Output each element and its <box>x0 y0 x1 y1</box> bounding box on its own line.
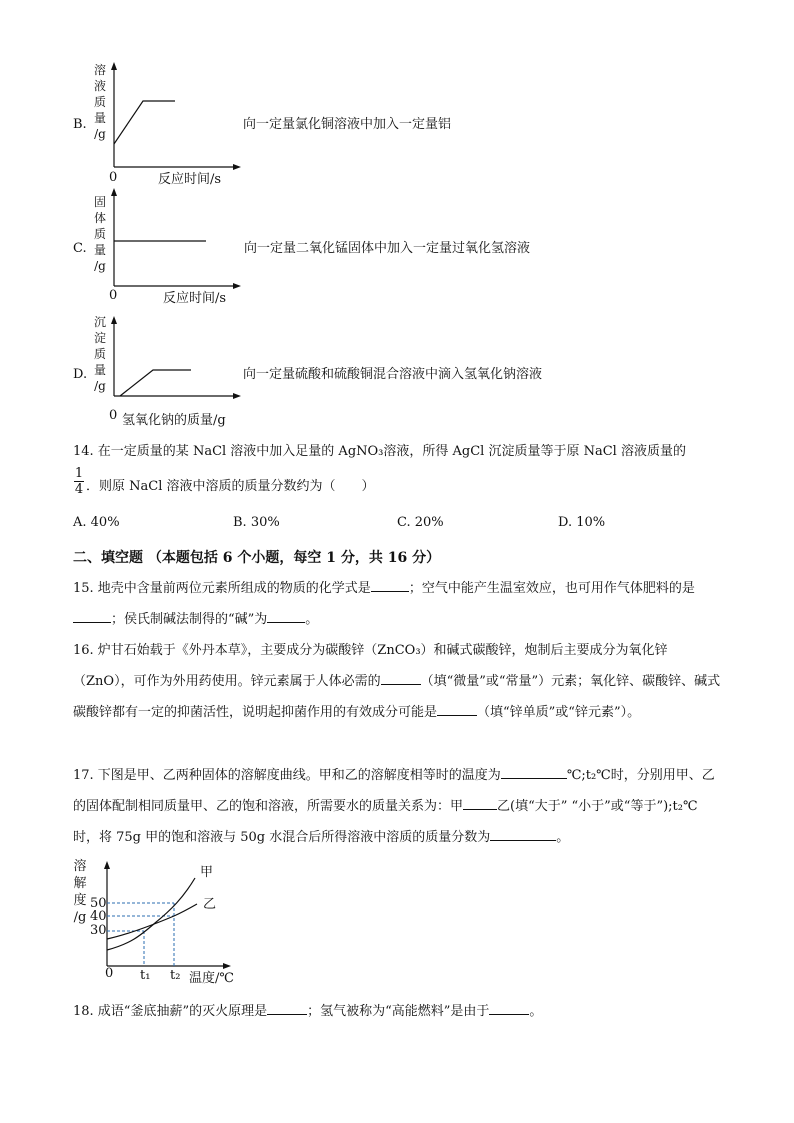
y-label-char: /g <box>94 379 106 393</box>
y-label-char: 溶 <box>93 63 106 77</box>
answer-blank[interactable] <box>73 610 111 623</box>
y-label-char: 固 <box>93 195 106 209</box>
y-tick-50: 50 <box>90 896 107 911</box>
graph-b-origin: 0 <box>109 170 118 185</box>
q17-text-3: 乙(填“大于” “小于”或“等于”);t₂℃时，将 75g 甲的饱和溶液与 50g 水混合后所得溶液中溶质的质量分数为 <box>73 799 698 845</box>
x-axis-arrow <box>233 393 241 399</box>
graph-b-plot <box>105 60 245 180</box>
answer-blank[interactable] <box>371 579 409 592</box>
x-tick-t2: t₂ <box>170 968 181 983</box>
answer-blank[interactable] <box>489 1002 529 1015</box>
solubility-origin: 0 <box>105 966 114 981</box>
curve-label-jia: 甲 <box>200 865 214 880</box>
q18-text-1: 18. 成语“釜底抽薪”的灭火原理是 <box>73 1004 268 1019</box>
y-axis-arrow <box>111 62 117 70</box>
q14-stem-line1: 14. 在一定质量的某 NaCl 溶液中加入足量的 AgNO₃溶液，所得 AgCl 沉淀质量等于原 NaCl 溶液质量的 <box>73 444 686 459</box>
curve-label-yi: 乙 <box>203 897 217 912</box>
y-tick-30: 30 <box>90 923 107 938</box>
option-letter-b: B. <box>73 117 87 132</box>
graph-line <box>114 101 175 144</box>
answer-blank[interactable] <box>501 766 567 779</box>
y-axis-arrow <box>111 316 117 324</box>
y-label-char: /g <box>94 127 106 141</box>
graph-d-origin: 0 <box>109 408 118 423</box>
q15-text-2: ；空气中能产生温室效应，也可用作气体肥料的是 <box>408 581 695 596</box>
question-18 <box>73 996 723 1027</box>
question-17 <box>73 760 723 853</box>
graph-d-x-axis-label: 氢氧化钠的质量/g <box>122 413 226 428</box>
q14-stem-line2: ．则原 NaCl 溶液中溶质的质量分数约为（ ） <box>86 479 375 494</box>
y-label-char: 量 <box>93 243 106 257</box>
option-letter-c: C. <box>73 241 87 256</box>
x-axis-arrow <box>233 283 241 289</box>
answer-blank[interactable] <box>381 672 421 685</box>
x-axis-arrow <box>223 963 231 969</box>
y-label-char: 质 <box>93 347 106 361</box>
q17-text-2: ℃;t₂℃时，分别用甲、乙的固体配制相同质量甲、乙的饱和溶液，所需要水的质量关系为：甲 <box>73 768 715 814</box>
y-label-char: 量 <box>93 111 106 125</box>
q14-option-b[interactable]: B. 30% <box>233 515 280 530</box>
q14-option-d[interactable]: D. 10% <box>558 515 606 530</box>
graph-d-plot <box>105 314 245 410</box>
fraction-numerator: 1 <box>74 466 84 481</box>
graph-b-description: 向一定量氯化铜溶液中加入一定量铝 <box>243 117 452 132</box>
y-axis-arrow <box>111 188 117 196</box>
y-label-char: 量 <box>93 363 106 377</box>
y-label-char: 度 <box>73 893 87 908</box>
q16-text-3: （填“锌单质”或“锌元素”）。 <box>477 705 641 720</box>
y-label-char: 淀 <box>93 331 106 345</box>
y-label-char: 沉 <box>93 315 106 329</box>
question-15 <box>73 573 723 635</box>
section-heading: 二、填空题 （本题包括 6 个小题，每空 1 分，共 16 分） <box>73 550 441 566</box>
graph-c-description: 向一定量二氧化锰固体中加入一定量过氧化氢溶液 <box>244 241 531 256</box>
answer-blank[interactable] <box>463 797 497 810</box>
answer-blank[interactable] <box>490 828 556 841</box>
answer-blank[interactable] <box>267 1002 307 1015</box>
x-axis-label: 温度/℃ <box>189 971 234 986</box>
q16-text-2: （填“微量”或“常量”）元素；氧化锌、碳酸锌、碱式碳酸锌都有一定的抑菌活性，说明起抑菌作用的有效成分可能是 <box>73 674 721 720</box>
graph-d-description: 向一定量硫酸和硫酸铜混合溶液中滴入氢氧化钠溶液 <box>243 367 543 382</box>
y-label-char: 质 <box>93 95 106 109</box>
y-label-char: 解 <box>73 876 87 891</box>
curve-jia <box>107 878 195 950</box>
option-letter-d: D. <box>73 367 88 382</box>
x-axis-arrow <box>233 164 241 170</box>
q17-text-4: 。 <box>556 830 570 845</box>
q14-option-c[interactable]: C. 20% <box>397 515 444 530</box>
graph-c-origin: 0 <box>109 288 118 303</box>
x-tick-t1: t₁ <box>140 968 151 983</box>
q17-text-1: 17. 下图是甲、乙两种固体的溶解度曲线。甲和乙的溶解度相等时的温度为 <box>73 768 501 783</box>
y-tick-40: 40 <box>90 909 107 924</box>
y-label-char: /g <box>94 259 106 273</box>
y-label-char: 液 <box>93 79 106 93</box>
q15-text-3: ；侯氏制碱法制得的“碱”为 <box>111 612 268 627</box>
q15-text-1: 15. 地壳中含量前两位元素所组成的物质的化学式是 <box>73 581 371 596</box>
graph-b-x-axis-label: 反应时间/s <box>158 172 222 187</box>
graph-c-x-axis-label: 反应时间/s <box>163 291 227 306</box>
y-label-char: 溶 <box>73 859 87 874</box>
fraction-denominator: 4 <box>74 482 84 497</box>
y-label-char: /g <box>73 910 87 925</box>
q14-option-a[interactable]: A. 40% <box>73 515 120 530</box>
q14-fraction <box>74 466 84 497</box>
q18-text-3: 。 <box>529 1004 543 1019</box>
q16-text-1: 16. 炉甘石始载于《外丹本草》，主要成分为碳酸锌（ZnCO₃）和碱式碳酸锌，炮制后主要成分为氧化锌（ZnO），可作为外用药使用。锌元素属于人体必需的 <box>73 643 668 689</box>
curve-yi <box>107 904 197 939</box>
question-16 <box>73 635 723 728</box>
y-label-char: 质 <box>93 227 106 241</box>
q18-text-2: ；氢气被称为“高能燃料”是由于 <box>307 1004 490 1019</box>
answer-blank[interactable] <box>437 703 477 716</box>
graph-line <box>120 370 191 396</box>
y-axis-arrow <box>104 861 110 869</box>
y-label-char: 体 <box>93 211 106 225</box>
graph-c-plot <box>105 186 245 301</box>
answer-blank[interactable] <box>267 610 305 623</box>
q15-text-4: 。 <box>305 612 319 627</box>
